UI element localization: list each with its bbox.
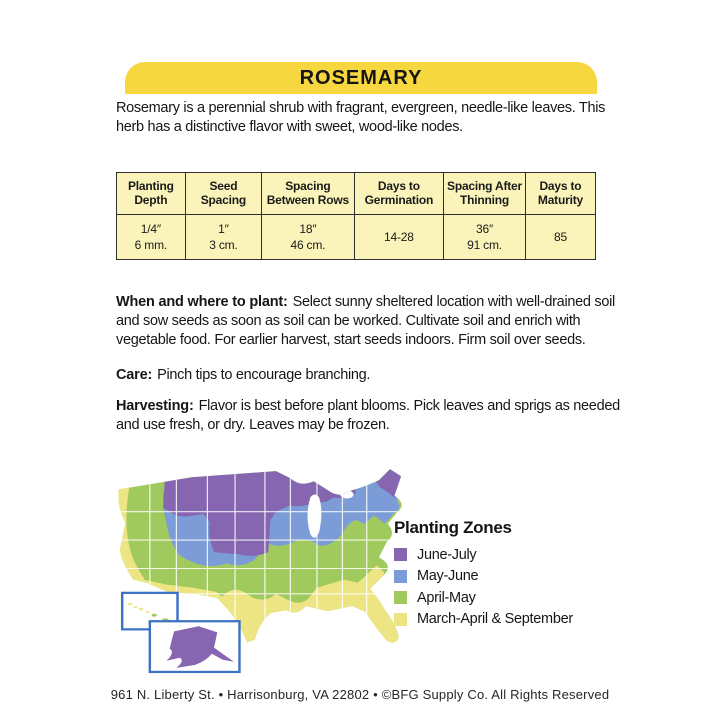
section-harvesting [116, 397, 622, 435]
info-table-header-row [117, 173, 596, 215]
legend-swatch [394, 613, 407, 626]
info-table-value: 1/4″ 6 mm. [117, 214, 186, 259]
info-table-header: Days to Germination [354, 173, 443, 215]
info-table-header: Spacing After Thinning [444, 173, 526, 215]
care-sections [116, 293, 622, 451]
info-table-value: 18″ 46 cm. [262, 214, 355, 259]
legend-swatch [394, 591, 407, 604]
legend-label: June-July [417, 546, 477, 563]
section-care-label: Care: [116, 366, 153, 383]
footer-text: 961 N. Liberty St. • Harrisonburg, VA 22802 • ©BFG Supply Co. All Rights Reserved [110, 687, 610, 702]
packet-description: Rosemary is a perennial shrub with fragrant, evergreen, needle-like leaves. This herb has a distinctive flavor with sweet, wood-like nodes. [116, 100, 606, 135]
info-table-header: Spacing Between Rows [262, 173, 355, 215]
legend-label: April-May [417, 589, 476, 606]
info-table-value: 14-28 [354, 214, 443, 259]
info-table-value-row [117, 214, 596, 259]
info-table [116, 172, 596, 260]
info-table-value: 36″ 91 cm. [444, 214, 526, 259]
info-table-header: Planting Depth [117, 173, 186, 215]
legend-swatch [394, 570, 407, 583]
lake-huron [340, 490, 353, 498]
section-when-and-where-label: When and where to plant: [116, 294, 288, 310]
legend-swatch [394, 548, 407, 561]
section-harvesting-label: Harvesting: [116, 398, 194, 415]
lake-michigan [308, 494, 322, 537]
legend-item [394, 587, 573, 609]
planting-zones-legend [394, 518, 573, 630]
info-table-header: Days to Maturity [525, 173, 595, 215]
packet-title: ROSEMARY [299, 66, 423, 89]
legend-item [394, 609, 573, 631]
legend-item [394, 544, 573, 566]
info-table-header: Seed Spacing [185, 173, 261, 215]
section-care-text: Pinch tips to encourage branching. [157, 366, 371, 383]
section-when-and-where [116, 293, 622, 350]
section-care [116, 366, 622, 385]
legend-title: Planting Zones [394, 518, 512, 537]
section-when-and-where-text: Select sunny sheltered location with well-drained soil and sow seeds as soon as soil can be worked. Cultivate soil and enrich with vegetable food. For earlier harvest, start seeds indoors. Firm soil over seeds. [116, 294, 615, 348]
legend-label: May-June [417, 568, 479, 585]
title-banner [125, 62, 597, 94]
info-table-value: 85 [525, 214, 595, 259]
legend-label: March-April & September [417, 611, 573, 628]
info-table-value: 1″ 3 cm. [185, 214, 261, 259]
legend-item [394, 566, 573, 588]
legend-items [394, 544, 573, 630]
section-harvesting-text: Flavor is best before plant blooms. Pick leaves and sprigs as needed and use fresh, or dry. Leaves may be frozen. [116, 398, 620, 434]
planting-zones-map [110, 461, 442, 676]
alaska-inset [150, 621, 240, 672]
